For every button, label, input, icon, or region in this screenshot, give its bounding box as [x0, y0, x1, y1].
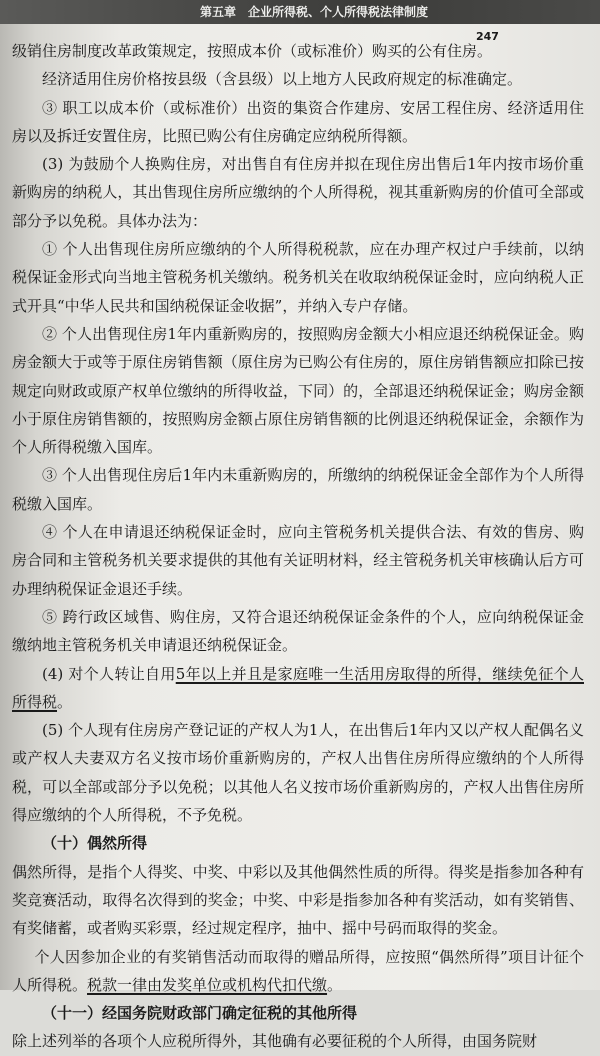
- paragraph: ③ 职工以成本价（或标准价）出资的集资合作建房、安居工程住房、经济适用住房以及拆迁安置住房，比照已购公有住房确定应纳税所得额。: [12, 98, 584, 145]
- handwritten-underline-text: 税款一律由发奖单位或机构代扣代缴: [87, 975, 328, 994]
- page-body: [12, 37, 584, 1056]
- section-10-body: 偶然所得，是指个人得奖、中奖、中彩以及其他偶然性质的所得。得奖是指参加各种有奖竞赛活动，取得名次得到的奖金；中奖、中彩是指参加各种有奖活动，如有奖销售、有奖储蓄，或者购买彩票，经过规定程序，抽中、摇中号码而取得的奖金。: [12, 862, 584, 938]
- paragraph-4: [12, 660, 584, 717]
- section-10-heading: （十）偶然所得: [42, 834, 148, 853]
- section-10-p2-end: 。: [327, 975, 343, 994]
- paragraph-5: (5) 个人现有住房房产登记证的产权人为1人，在出售后1年内又以产权人配偶名义或产权人夫妻双方名义按市场价重新购房的，产权人出售住房所得应缴纳的个人所得税，可以全部或部分予以免税；以其他人名义按市场价重新购房的，产权人出售住房所得应缴纳的个人所得税，不予免税。: [12, 721, 584, 825]
- para4-text: (4) 对个人转让自用: [42, 664, 176, 683]
- paragraph: 经济适用住房价格按县级（含县级）以上地方人民政府规定的标准确定。: [42, 70, 523, 89]
- paragraph: ② 个人出售现住房1年内重新购房的，按照购房金额大小相应退还纳税保证金。购房金额大于或等于原住房销售额（原住房为已购公有住房的，原住房销售额应扣除已按规定向财政或原产权单位缴纳的所得收益，下同）的，全部退还纳税保证金；购房金额小于原住房销售额的，按照购房金额占原住房销售额的比例退还纳税保证金，余额作为个人所得税缴入国库。: [12, 324, 584, 457]
- paragraph: ① 个人出售现住房所应缴纳的个人所得税税款，应在办理产权过户手续前，以纳税保证金形式向当地主管税务机关缴纳。税务机关在收取纳税保证金时，应向纳税人正式开具“中华人民共和国纳税保证金收据”，并纳入专户存储。: [12, 240, 584, 315]
- paragraph: (3) 为鼓励个人换购住房，对出售自有住房并拟在现住房出售后1年内按市场价重新购房的纳税人，其出售现住房所应缴纳的个人所得税，视其重新购房的价值可全部或部分予以免税。具体办法为：: [12, 155, 584, 230]
- page-number: 247: [476, 30, 499, 43]
- chapter-header-bar: [0, 0, 600, 24]
- handwritten-underline-text: 5年以上并且是家庭唯一生活用房取得的所得，继续免征个人所得税: [12, 664, 584, 711]
- section-11-body: 除上述列举的各项个人应税所得外，其他确有必要征税的个人所得，由国务院财: [12, 1032, 538, 1051]
- section-10-p2-text: 个人因参加企业的有奖销售活动而取得的赠品所得，应按照“偶然所得”项目计征个人所得税。: [12, 947, 584, 994]
- paragraph: ⑤ 跨行政区域售、购住房，又符合退还纳税保证金条件的个人，应向纳税保证金缴纳地主管税务机关申请退还纳税保证金。: [12, 607, 584, 655]
- section-10-paragraph-2: [12, 943, 584, 1000]
- section-11-heading: （十一）经国务院财政部门确定征税的其他所得: [42, 1004, 358, 1023]
- para4-end: 。: [57, 692, 73, 711]
- paragraph: 级销住房制度改革政策规定，按照成本价（或标准价）购买的公有住房。: [12, 42, 493, 60]
- paragraph: ④ 个人在申请退还纳税保证金时，应向主管税务机关提供合法、有效的售房、购房合同和主管税务机关要求提供的其他有关证明材料，经主管税务机关审核确认后方可办理纳税保证金退还手续。: [12, 523, 584, 598]
- chapter-title: 第五章 企业所得税、个人所得税法律制度: [200, 5, 429, 19]
- paragraph: ③ 个人出售现住房后1年内未重新购房的，所缴纳的纳税保证金全部作为个人所得税缴入国库。: [12, 466, 584, 513]
